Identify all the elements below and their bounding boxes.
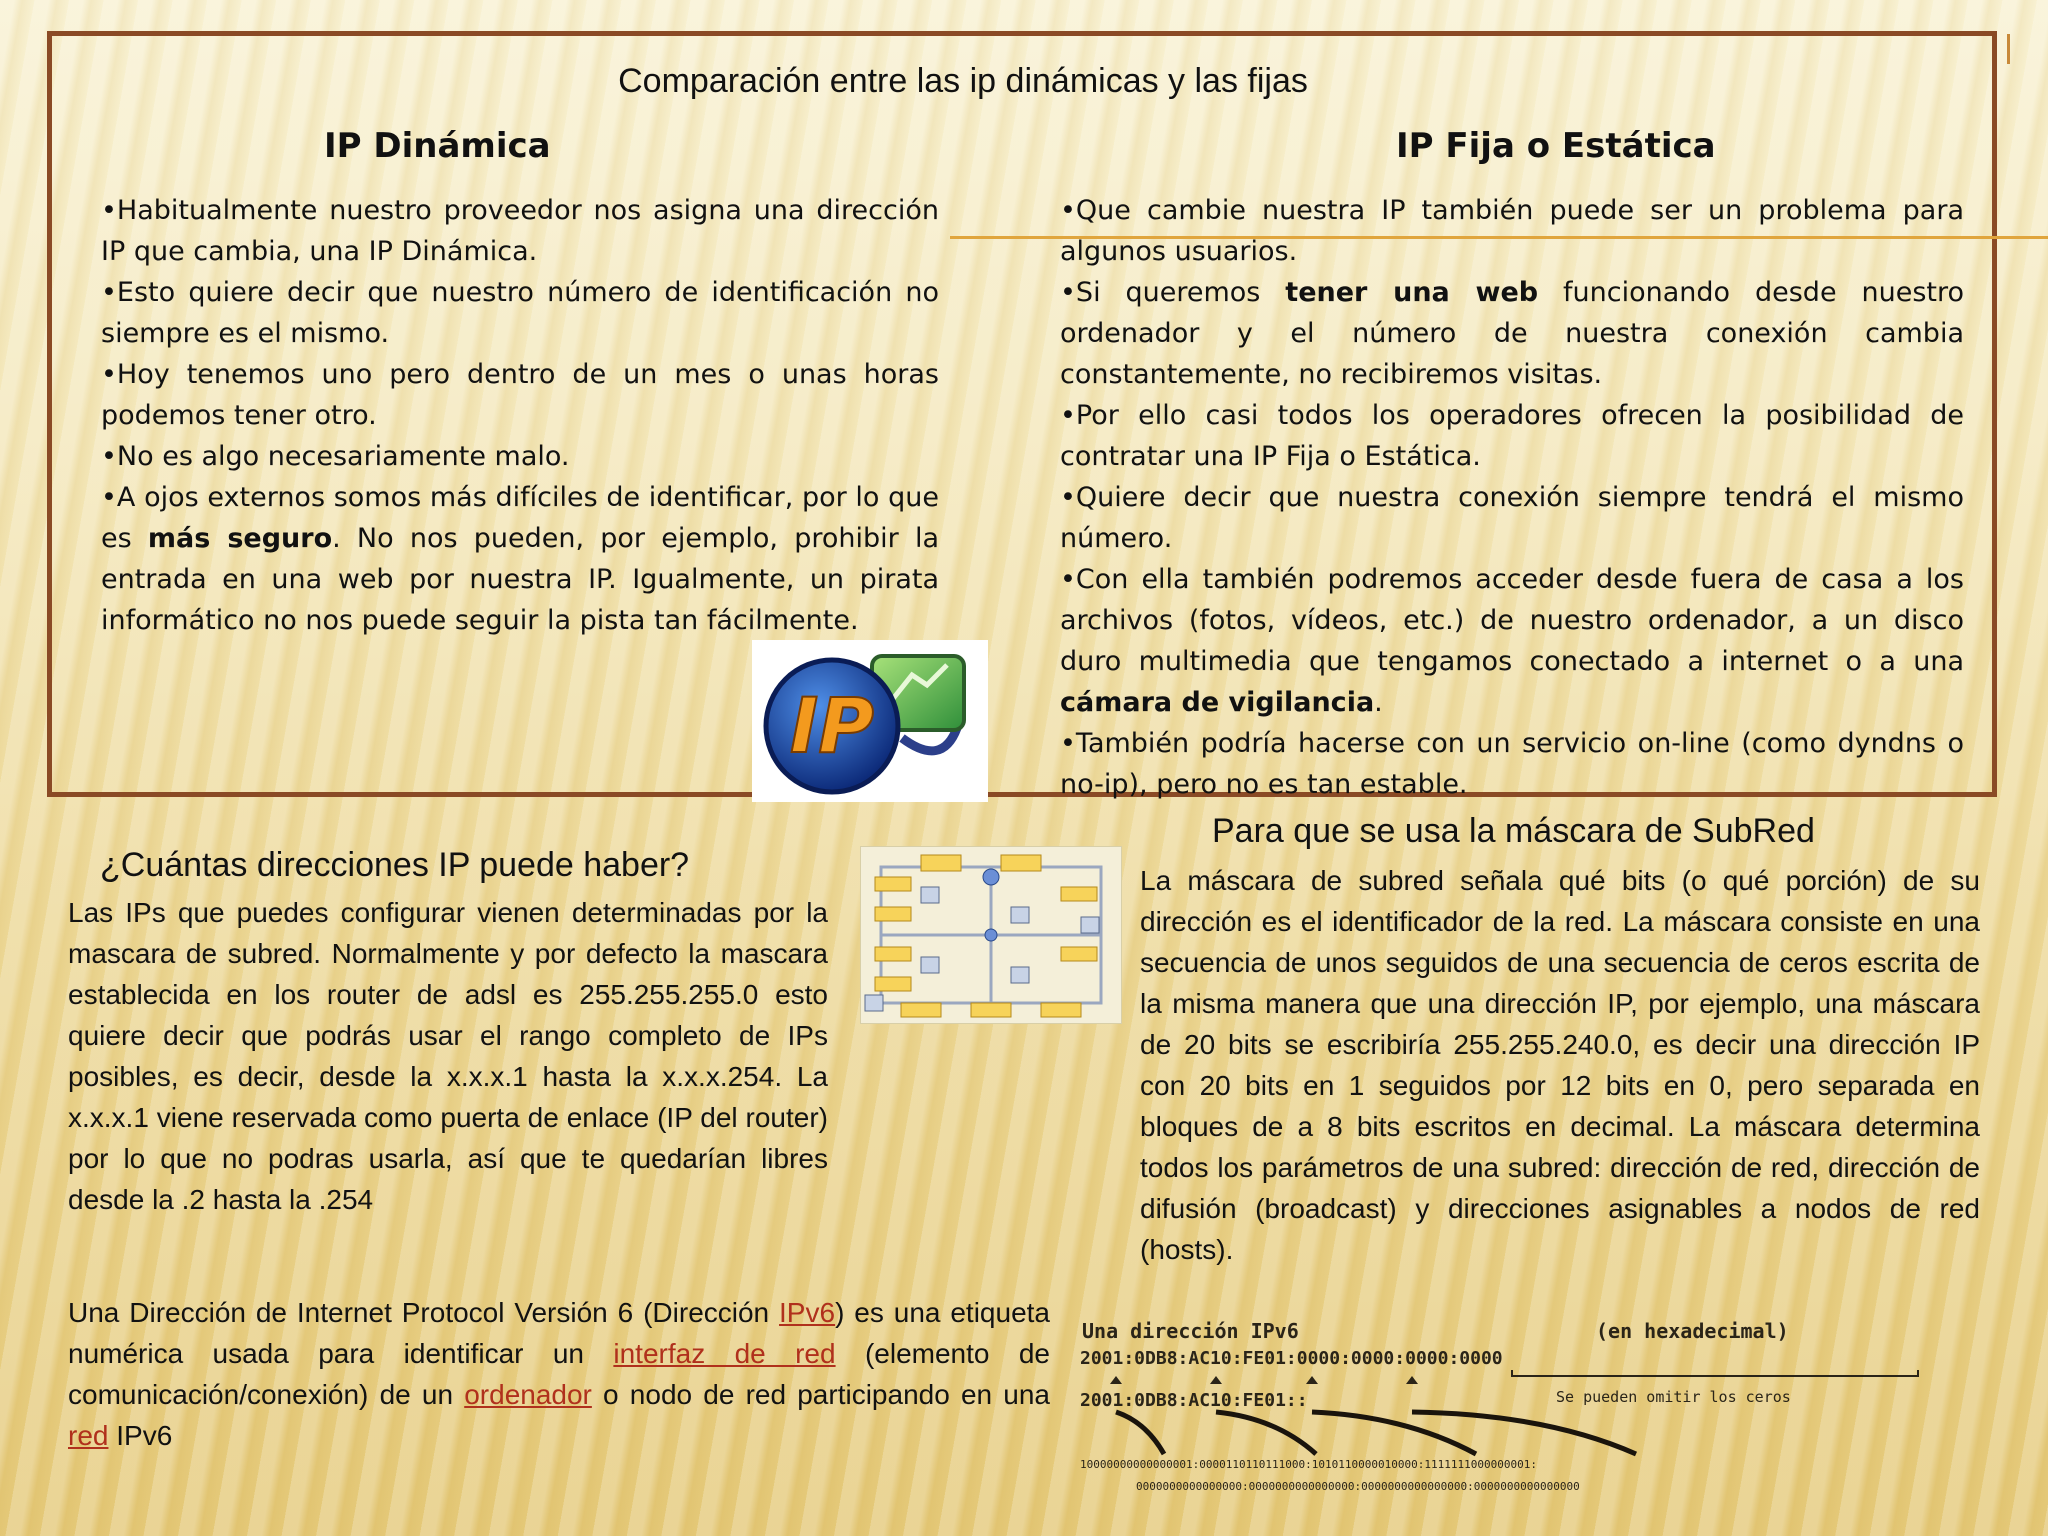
fixed-ip-heading: IP Fija o Estática xyxy=(1396,126,1716,166)
text-span: . No nos pueden, por ejemplo, prohibir la entrada en una web por nuestra IP. Igualmente, un pirata informático no nos puede seguir la pista tan fácilmente. xyxy=(101,523,939,636)
fixed-item: •Que cambie nuestra IP también puede ser un problema para algunos usuarios. xyxy=(1060,195,1964,267)
bold-text: más seguro xyxy=(147,523,333,554)
dynamic-item xyxy=(101,477,939,641)
bracket-mark xyxy=(1512,1370,1918,1376)
decorative-tick xyxy=(2007,34,2010,64)
text-span: o nodo de red participando en una xyxy=(591,1379,1051,1410)
text-span: (elemento de comunicación/conexión) de un xyxy=(68,1338,1050,1410)
network-interface-link[interactable]: interfaz de red xyxy=(613,1338,836,1369)
ipv6-paragraph xyxy=(68,1292,1050,1456)
ipv6-full-address: 2001:0DB8:AC10:FE01:0000:0000:0000:0000 xyxy=(1080,1348,1503,1369)
ip-count-paragraph: Las IPs que puedes configurar vienen determinadas por la mascara de subred. Normalmente y por defecto la mascara establecida en los router de adsl es 255.255.255.0 esto quiere decir que podrás usar el rango completo de IPs posibles, es decir, desde la x.x.x.1 hasta la x.x.x.254. La x.x.x.1 viene reservada como puerta de enlace (IP del router) por lo que no podras usarla, así que te quedarían libres desde la .2 hasta la .254 xyxy=(68,897,828,1215)
logo-text: IP xyxy=(790,681,874,770)
dynamic-item: •Hoy tenemos uno pero dentro de un mes o unas horas podemos tener otro. xyxy=(101,359,939,431)
text-span: •Si queremos xyxy=(1060,277,1286,308)
network-diagram-image xyxy=(860,846,1122,1024)
arrow-marks xyxy=(1110,1376,1418,1384)
page-title: Comparación entre las ip dinámicas y las fijas xyxy=(618,62,1308,100)
ipv6-address-graphic xyxy=(1076,1314,1928,1496)
fixed-item: •También podría hacerse con un servicio on-line (como dyndns o no-ip), pero no es tan estable. xyxy=(1060,728,1964,800)
dynamic-item: •Habitualmente nuestro proveedor nos asigna una dirección IP que cambia, una IP Dinámica. xyxy=(101,195,939,267)
text-span: ) es una etiqueta numérica usada para identificar un xyxy=(68,1297,1050,1369)
dynamic-ip-heading: IP Dinámica xyxy=(324,126,551,166)
text-span: . xyxy=(1374,687,1383,718)
dynamic-item: •Esto quiere decir que nuestro número de identificación no siempre es el mismo. xyxy=(101,277,939,349)
ipv6-binary-line-1: 10000000000000001:0000110110111000:1010110000010000:1111111000000001: xyxy=(1080,1458,1537,1471)
text-span: •A ojos externos somos más difíciles de identificar, por lo que es xyxy=(101,482,939,554)
ipv6-short-address: 2001:0DB8:AC10:FE01:: xyxy=(1080,1390,1308,1411)
ipv6-caption-right: (en hexadecimal) xyxy=(1596,1319,1789,1343)
ip-logo-image xyxy=(752,640,988,802)
bold-text: cámara de vigilancia xyxy=(1060,687,1375,718)
ipv6-binary-line-2: 0000000000000000:0000000000000000:0000000000000000:0000000000000000 xyxy=(1136,1480,1580,1493)
ip-count-heading: ¿Cuántas direcciones IP puede haber? xyxy=(100,846,690,884)
fixed-item xyxy=(1060,272,1964,395)
dynamic-item: •No es algo necesariamente malo. xyxy=(101,441,570,472)
fixed-item: •Quiere decir que nuestra conexión siempre tendrá el mismo número. xyxy=(1060,482,1964,554)
network-link[interactable]: red xyxy=(68,1420,109,1451)
fixed-item: •Por ello casi todos los operadores ofrecen la posibilidad de contratar una IP Fija o Estática. xyxy=(1060,400,1964,472)
bold-text: tener una web xyxy=(1285,277,1539,308)
text-span: •Con ella también podremos acceder desde fuera de casa a los archivos (fotos, vídeos, etc.) de nuestro ordenador, a un disco duro multimedia que tengamos conectado a internet o a una xyxy=(1060,564,1964,677)
curved-arrows xyxy=(1116,1412,1636,1454)
ipv6-caption-left: Una dirección IPv6 xyxy=(1082,1319,1299,1343)
text-span: IPv6 xyxy=(108,1420,173,1451)
ipv6-link[interactable]: IPv6 xyxy=(779,1297,836,1328)
ipv6-omit-note: Se pueden omitir los ceros xyxy=(1556,1388,1791,1406)
subnet-mask-paragraph: La máscara de subred señala qué bits (o qué porción) de su dirección es el identificador de la red. La máscara consiste en una secuencia de unos seguidos de una secuencia de ceros escrita de la misma manera que una dirección IP, por ejemplo, una máscara de 20 bits se escribiría 255.255.240.0, es decir una dirección IP con 20 bits en 1 seguidos por 12 bits en 0, pero separada en bloques de a 8 bits escritos en decimal. La máscara determina todos los parámetros de una subred: dirección de red, dirección de difusión (broadcast) y direcciones asignables a nodos de red (hosts). xyxy=(1140,865,1980,1265)
text-span: funcionando desde nuestro ordenador y el número de nuestra conexión cambia constantemente, no recibiremos visitas. xyxy=(1060,277,1964,390)
text-span: Una Dirección de Internet Protocol Versión 6 (Dirección xyxy=(68,1297,780,1328)
subnet-mask-heading: Para que se usa la máscara de SubRed xyxy=(1212,812,1815,850)
computer-link[interactable]: ordenador xyxy=(464,1379,592,1410)
fixed-ip-list xyxy=(1060,190,1964,805)
dynamic-ip-list xyxy=(101,190,939,641)
fixed-item xyxy=(1060,559,1964,723)
